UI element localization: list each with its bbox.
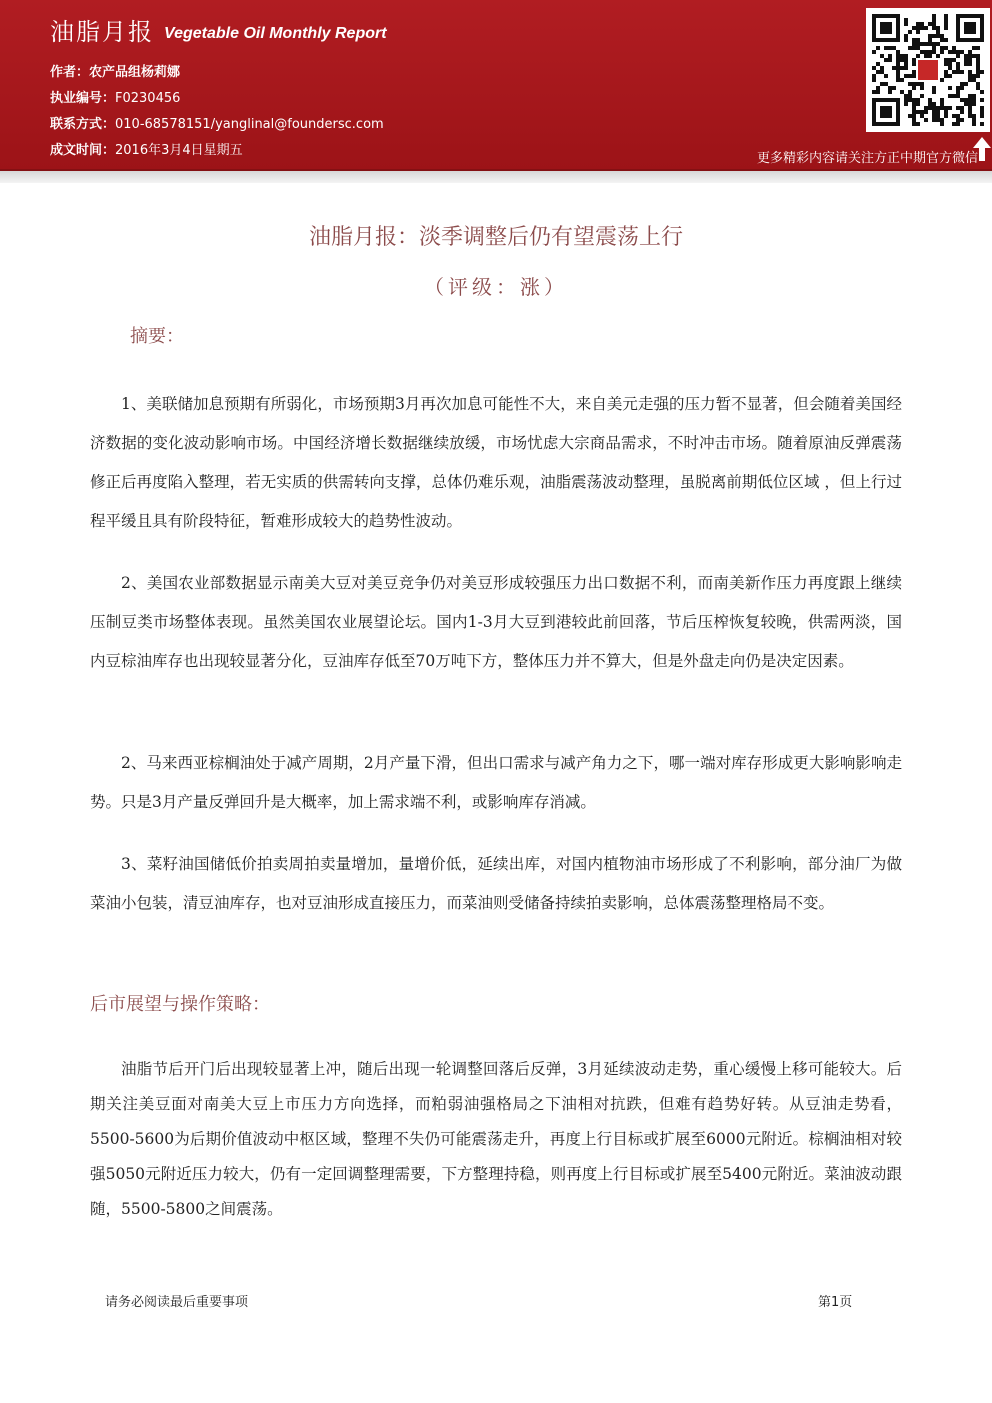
footer-disclaimer-note: 请务必阅读最后重要事项 xyxy=(105,1295,249,1310)
summary-paragraph-3: 2、马来西亚棕榈油处于减产周期，2月产量下滑，但出口需求与减产角力之下，哪一端对库存形成更大影响影响走势。只是3月产量反弹回升是大概率，加上需求端不利，或影响库存消减。 xyxy=(90,754,902,811)
page-title: 油脂月报：淡季调整后仍有望震荡上行 xyxy=(308,225,683,250)
license-value: F0230456 xyxy=(115,91,181,106)
qr-code-graphic xyxy=(872,14,984,126)
report-header xyxy=(0,0,992,171)
page-number: 第1页 xyxy=(818,1295,853,1310)
report-title-en: Vegetable Oil Monthly Report xyxy=(164,25,387,42)
date-value: 2016年3月4日星期五 xyxy=(115,143,243,158)
contact-label: 联系方式： xyxy=(50,117,116,132)
qr-code-icon[interactable] xyxy=(866,8,990,132)
header-divider xyxy=(0,171,992,183)
outlook-paragraph: 油脂节后开门后出现较显著上冲，随后出现一轮调整回落后反弹，3月延续波动走势，重心缓慢上移可能较大。后期关注美豆面对南美大豆上市压力方向选择，而粕弱油强格局之下油相对抗跌，但难有趋势好转。从豆油走势看，5500-5600为后期价值波动中枢区域，整理不失仍可能震荡走升，再度上行目标或扩展至6000元附近。棕榈油相对较强5050元附近压力较大，仍有一定回调整理需要，下方整理持稳，则再度上行目标或扩展至5400元附近。菜油波动跟随，5500-5800之间震荡。 xyxy=(90,1060,902,1218)
contact-row xyxy=(50,112,384,138)
summary-heading: 摘要： xyxy=(130,326,184,347)
author-label: 作者： xyxy=(50,65,90,80)
author-row xyxy=(50,60,384,86)
summary-paragraph-1: 1、美联储加息预期有所弱化，市场预期3月再次加息可能性不大，来自美元走强的压力暂不显著，但会随着美国经济数据的变化波动影响市场。中国经济增长数据继续放缓，市场忧虑大宗商品需求，不时冲击市场。随着原油反弹震荡修正后再度陷入整理，若无实质的供需转向支撑，总体仍难乐观，油脂震荡波动整理，虽脱离前期低位区域 ，但上行过程平缓且具有阶段特征，暂难形成较大的趋势性波动。 xyxy=(90,395,902,530)
up-arrow-icon xyxy=(972,136,992,162)
date-label: 成文时间： xyxy=(50,143,116,158)
rating-badge: （评级：涨） xyxy=(424,275,568,299)
license-row xyxy=(50,86,384,112)
date-row xyxy=(50,138,384,164)
summary-paragraph-4: 3、菜籽油国储低价拍卖周拍卖量增加，量增价低，延续出库，对国内植物油市场形成了不利影响，部分油厂为做菜油小包装，清豆油库存，也对豆油形成直接压力，而菜油则受储备持续拍卖影响，总体震荡整理格局不变。 xyxy=(90,855,902,912)
wechat-note: 更多精彩内容请关注方正中期官方微信 xyxy=(756,151,978,166)
author-value: 农产品组杨莉娜 xyxy=(89,65,181,80)
summary-paragraph-2: 2、美国农业部数据显示南美大豆对美豆竞争仍对美豆形成较强压力出口数据不利，而南美新作压力再度跟上继续压制豆类市场整体表现。虽然美国农业展望论坛。国内1-3月大豆到港较此前回落，节后压榨恢复较晚，供需两淡，国内豆棕油库存也出现较显著分化，豆油库存低至70万吨下方，整体压力并不算大，但是外盘走向仍是决定因素。 xyxy=(90,574,902,670)
report-title-cn: 油脂月报 xyxy=(50,18,154,46)
outlook-heading: 后市展望与操作策略： xyxy=(90,994,270,1015)
license-label: 执业编号： xyxy=(50,91,116,106)
author-meta xyxy=(50,60,384,164)
contact-value[interactable]: 010-68578151/yanglinal@foundersc.com xyxy=(115,117,384,132)
